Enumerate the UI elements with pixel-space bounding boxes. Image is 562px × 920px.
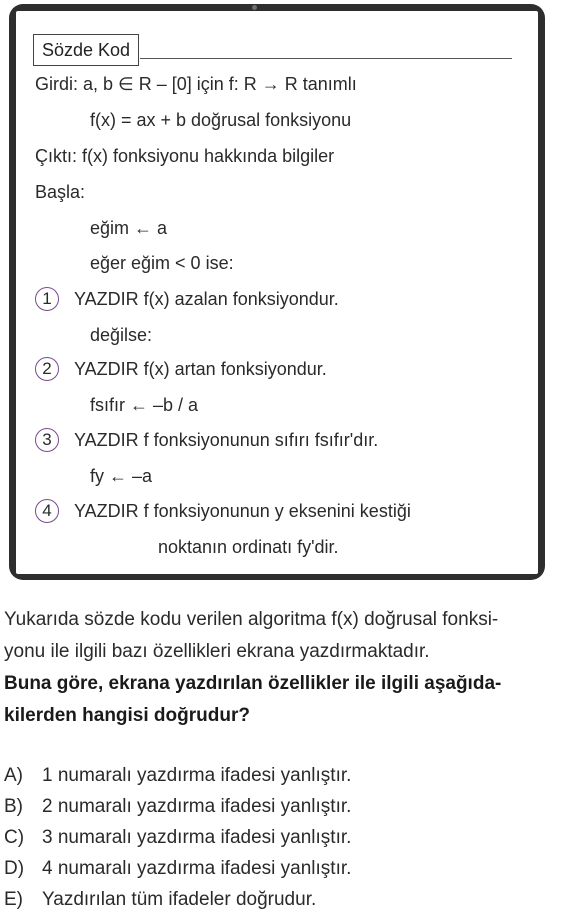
tablet-frame xyxy=(9,4,545,580)
step-number-4: 4 xyxy=(35,499,59,523)
question-paragraph-line-2: yonu ile ilgili bazı özellikleri ekrana yazdırmaktadır. xyxy=(4,641,430,662)
option-letter: E) xyxy=(4,889,23,910)
step-1-text: YAZDIR f(x) azalan fonksiyondur. xyxy=(74,289,339,309)
option-b[interactable] xyxy=(4,795,351,819)
option-d[interactable] xyxy=(4,857,351,881)
step-4-text: YAZDIR f fonksiyonunun y eksenini kestiği xyxy=(74,501,411,521)
step-4-continuation: noktanın ordinatı fy'dir. xyxy=(158,537,339,557)
else-line: değilse: xyxy=(90,325,153,345)
tablet-screen xyxy=(16,11,538,574)
option-letter: A) xyxy=(4,765,23,786)
step-number-3: 3 xyxy=(35,428,59,452)
question-stem-line-1: Buna göre, ekrana yazdırılan özellikler ile ilgili aşağıda- xyxy=(4,673,502,694)
fy-assign-line: fy ← –a xyxy=(90,466,153,486)
option-a[interactable] xyxy=(4,764,351,788)
step-number-2: 2 xyxy=(35,357,59,381)
option-letter: D) xyxy=(4,858,25,879)
option-c[interactable] xyxy=(4,826,351,850)
option-text: 4 numaralı yazdırma ifadesi yanlıştır. xyxy=(42,858,352,879)
option-text: 2 numaralı yazdırma ifadesi yanlıştır. xyxy=(42,796,352,817)
step-number-1: 1 xyxy=(35,287,59,311)
camera-dot xyxy=(252,5,257,10)
output-line: Çıktı: f(x) fonksiyonu hakkında bilgiler xyxy=(35,146,335,166)
question-paragraph-line-1: Yukarıda sözde kodu verilen algoritma f(x) doğrusal fonksi- xyxy=(4,609,499,630)
input-line-1: Girdi: a, b ∈ R – [0] için f: R → R tanımlı xyxy=(35,74,357,94)
title-divider xyxy=(140,58,512,59)
option-e[interactable] xyxy=(4,888,316,912)
pseudocode-title: Sözde Kod xyxy=(33,34,139,66)
step-3-text: YAZDIR f fonksiyonunun sıfırı fsıfır'dır. xyxy=(74,430,379,450)
option-letter: B) xyxy=(4,796,23,817)
zero-assign-line: fsıfır ← –b / a xyxy=(90,395,199,415)
step-2-text: YAZDIR f(x) artan fonksiyondur. xyxy=(74,359,327,379)
question-stem-line-2: kilerden hangisi doğrudur? xyxy=(4,705,250,726)
option-text: 3 numaralı yazdırma ifadesi yanlıştır. xyxy=(42,827,352,848)
option-letter: C) xyxy=(4,827,25,848)
begin-line: Başla: xyxy=(35,182,86,202)
input-line-2: f(x) = ax + b doğrusal fonksiyonu xyxy=(90,110,352,130)
option-text: 1 numaralı yazdırma ifadesi yanlıştır. xyxy=(42,765,352,786)
option-text: Yazdırılan tüm ifadeler doğrudur. xyxy=(42,889,317,910)
if-line: eğer eğim < 0 ise: xyxy=(90,253,234,273)
slope-assign-line: eğim ← a xyxy=(90,218,168,238)
